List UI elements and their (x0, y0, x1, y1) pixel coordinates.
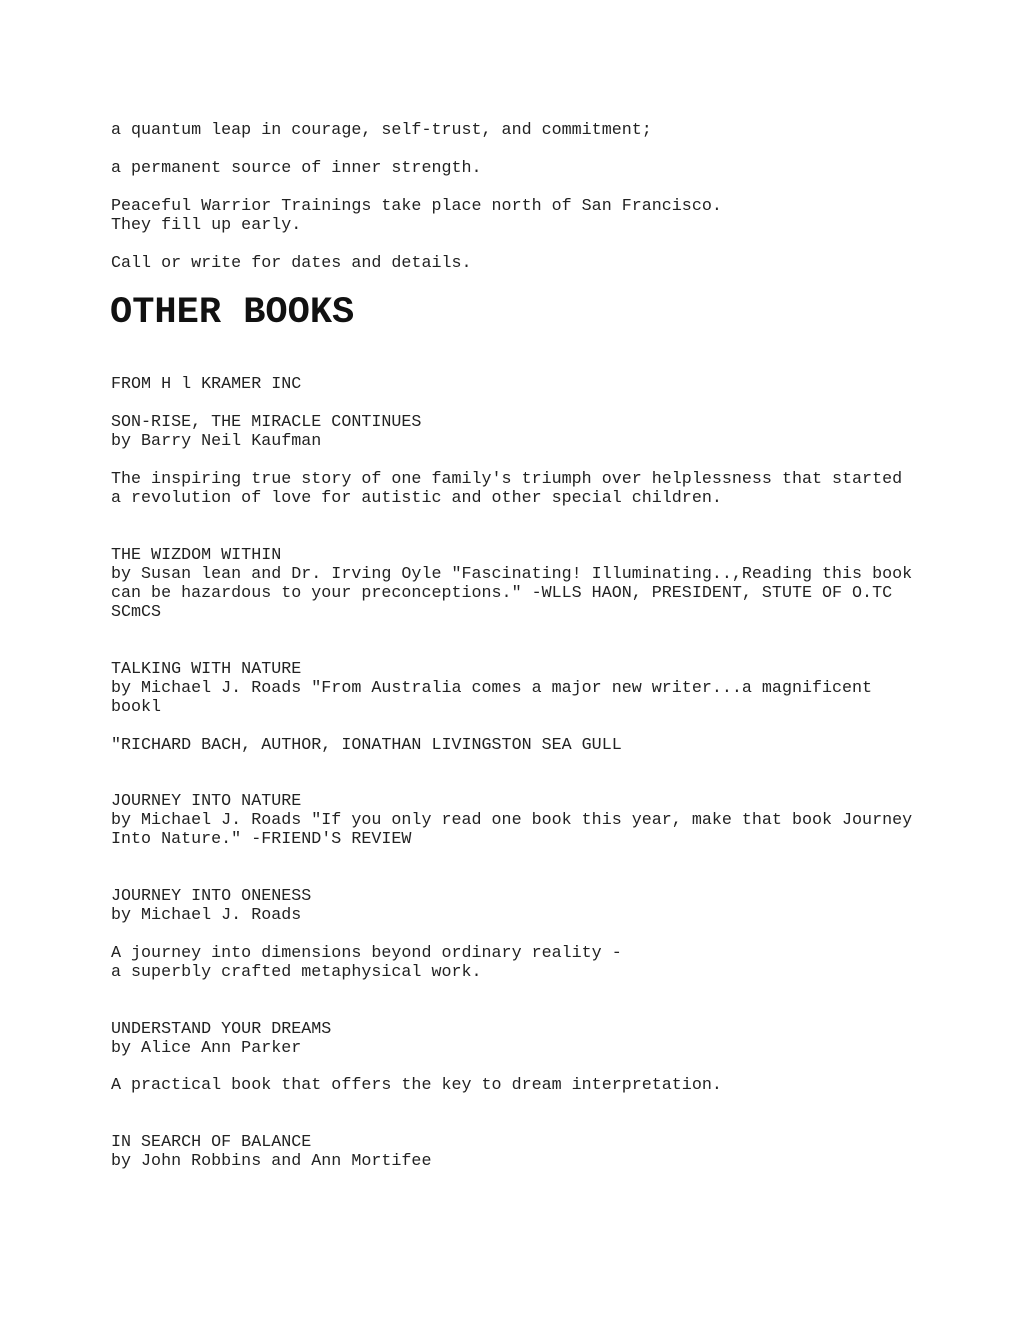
book-byline: by Alice Ann Parker (111, 1039, 302, 1058)
intro-line: They fill up early. (111, 216, 302, 235)
book-description: A practical book that offers the key to dream interpretation. (111, 1076, 722, 1095)
book-description: a revolution of love for autistic and other special children. (111, 489, 722, 508)
book-description: bookl (111, 698, 162, 717)
section-heading: OTHER BOOKS (110, 292, 355, 334)
book-byline: by Michael J. Roads "If you only read one book this year, make that book Journey (111, 811, 913, 830)
book-description: The inspiring true story of one family's triumph over helplessness that started (111, 470, 903, 489)
book-description: A journey into dimensions beyond ordinary reality - (111, 944, 622, 963)
book-title: IN SEARCH OF BALANCE (111, 1133, 312, 1152)
book-description: Into Nature." -FRIEND'S REVIEW (111, 830, 412, 849)
intro-line: Call or write for dates and details. (111, 254, 472, 273)
book-title: SON-RISE, THE MIRACLE CONTINUES (111, 413, 422, 432)
book-title: THE WIZDOM WITHIN (111, 546, 282, 565)
book-description: a superbly crafted metaphysical work. (111, 963, 482, 982)
book-description: can be hazardous to your preconceptions." -WLLS HAON, PRESIDENT, STUTE OF O.TC (111, 584, 893, 603)
book-title: JOURNEY INTO ONENESS (111, 887, 312, 906)
book-byline: by Michael J. Roads "From Australia comes a major new writer...a magnificent (111, 679, 873, 698)
book-description: SCmCS (111, 603, 162, 622)
book-byline: by Susan lean and Dr. Irving Oyle "Fascinating! Illuminating..,Reading this book (111, 565, 913, 584)
book-title: TALKING WITH NATURE (111, 660, 302, 679)
book-byline: by Michael J. Roads (111, 906, 302, 925)
book-title: JOURNEY INTO NATURE (111, 792, 302, 811)
book-quote: "RICHARD BACH, AUTHOR, IONATHAN LIVINGSTON SEA GULL (111, 736, 622, 755)
intro-line: Peaceful Warrior Trainings take place north of San Francisco. (111, 197, 722, 216)
book-byline: by John Robbins and Ann Mortifee (111, 1152, 432, 1171)
publisher-line: FROM H l KRAMER INC (111, 375, 302, 394)
intro-line: a quantum leap in courage, self-trust, and commitment; (111, 121, 652, 140)
book-title: UNDERSTAND YOUR DREAMS (111, 1020, 332, 1039)
book-byline: by Barry Neil Kaufman (111, 432, 322, 451)
intro-line: a permanent source of inner strength. (111, 159, 482, 178)
